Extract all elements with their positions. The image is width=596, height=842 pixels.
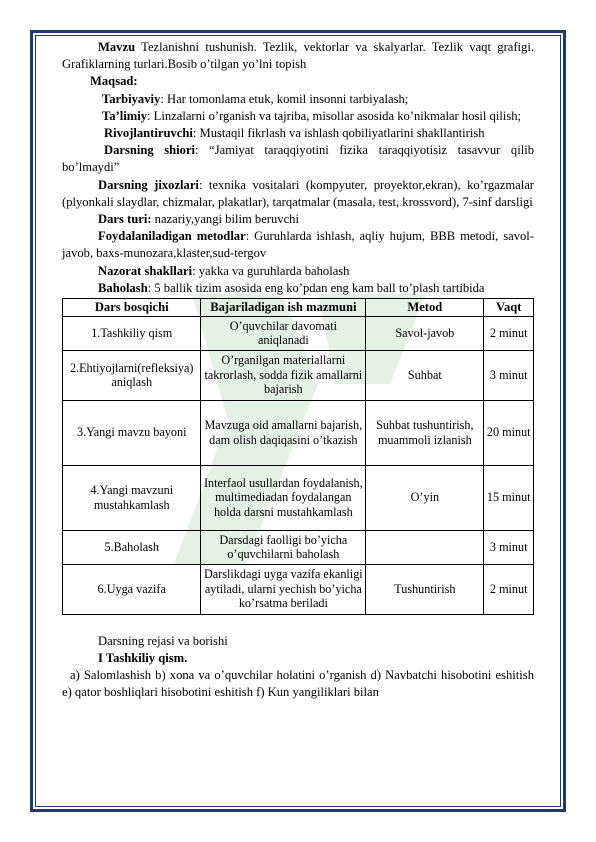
cell-time: 3 minut <box>484 530 534 564</box>
header-stage: Dars bosqichi <box>63 299 201 317</box>
cell-method: Suhbat <box>366 350 484 400</box>
table-row <box>63 350 534 400</box>
cell-content: Darslikdagi uyga vazifa ekanligi aytiladi, ularni yechish bo’yicha ko’rsatma beriladi <box>201 564 366 614</box>
cell-time: 15 minut <box>484 465 534 530</box>
cell-method: Savol-javob <box>366 316 484 350</box>
table-header-row <box>63 299 534 317</box>
cell-method: Tushuntirish <box>366 564 484 614</box>
cell-method: O’yin <box>366 465 484 530</box>
lesson-slogan: Darsning shiori: “Jamiyat taraqqiyotini fizika taraqqiyotisiz tasavvur qilib bo’lmaydi” <box>62 143 534 175</box>
cell-content: O’rganilgan materiallarni takrorlash, sodda fizik amallarni bajarish <box>201 350 366 400</box>
lesson-methods: Foydalaniladigan metodlar: Guruhlarda ishlash, aqliy hujum, BBB metodi, savol-javob, baxs-munozara,klaster,sud-tergov <box>62 229 534 261</box>
header-content: Bajariladigan ish mazmuni <box>201 299 366 317</box>
goal-heading: Maqsad: <box>90 74 138 89</box>
document-body <box>62 39 534 701</box>
topic-text: Tezlanishni tushunish. Tezlik, vektorlar va skalyarlar. Tezlik vaqt grafigi. Grafiklarning turlari.Bosib o’tilgan yo’lni topish <box>62 40 534 72</box>
cell-time: 20 minut <box>484 400 534 465</box>
organizational-part-text: a) Salomlashish b) xona va o’quvchilar holatini o’rganish d) Navbatchi hisobotini eshitish e) qator boshliqlari hisobotini eshitish f) Kun yangiliklari bilan <box>62 667 534 700</box>
lesson-equipment: Darsning jixozlari: texnika vositalari (kompyuter, proyektor,ekran), ko’rgazmalar (plyonkali slaydlar, chizmalar, plakatlar), tarqatmalar (masala, test, krossvord), 7-sinf darsligi <box>62 177 534 209</box>
lesson-type: Dars turi: nazariy,yangi bilim beruvchi <box>98 212 299 227</box>
cell-time: 3 minut <box>484 350 534 400</box>
grading: Baholash: 5 ballik tizim asosida eng ko’pdan eng kam ball to’plash tartibida <box>98 280 485 295</box>
cell-time: 2 minut <box>484 316 534 350</box>
educational-goal: Tarbiyaviy: Har tomonlama etuk, komil insonni tarbiyalash; <box>102 91 409 106</box>
topic-label: Mavzu <box>98 40 136 54</box>
cell-method <box>366 530 484 564</box>
header-time: Vaqt <box>484 299 534 317</box>
table-row <box>63 530 534 564</box>
cell-stage: 3.Yangi mavzu bayoni <box>63 400 201 465</box>
lesson-plan-heading: Darsning rejasi va borishi <box>98 633 228 648</box>
table-row <box>63 564 534 614</box>
topic-paragraph <box>62 39 534 73</box>
table-row <box>63 316 534 350</box>
table-row <box>63 400 534 465</box>
cell-content: Interfaol usullardan foydalanish, multimediadan foydalangan holda darsni mustahkamlash <box>201 465 366 530</box>
cell-stage: 2.Ehtiyojlarni(refleksiya) aniqlash <box>63 350 201 400</box>
lesson-stages-table <box>62 298 534 615</box>
cell-stage: 4.Yangi mavzuni mustahkamlash <box>63 465 201 530</box>
teaching-goal: Ta’limiy: Linzalarni o’rganish va tajriba, misollar asosida ko’nikmalar hosil qilish; <box>102 108 522 123</box>
cell-stage: 1.Tashkiliy qism <box>63 316 201 350</box>
organizational-part-heading: I Tashkiliy qism. <box>98 650 188 665</box>
control-forms: Nazorat shakllari: yakka va guruhlarda baholash <box>98 263 350 278</box>
cell-stage: 6.Uyga vazifa <box>63 564 201 614</box>
developmental-goal: Rivojlantiruvchi: Mustaqil fikrlash va ishlash qobiliyatlarini shakllantirish <box>104 126 485 141</box>
cell-content: Mavzuga oid amallarni bajarish, dam olish daqiqasini o’tkazish <box>201 400 366 465</box>
cell-method: Suhbat tushuntirish, muammoli izlanish <box>366 400 484 465</box>
cell-time: 2 minut <box>484 564 534 614</box>
table-row <box>63 465 534 530</box>
header-method: Metod <box>366 299 484 317</box>
cell-content: O’quvchilar davomati aniqlanadi <box>201 316 366 350</box>
cell-content: Darsdagi faolligi bo’yicha o’quvchilarni baholash <box>201 530 366 564</box>
cell-stage: 5.Baholash <box>63 530 201 564</box>
